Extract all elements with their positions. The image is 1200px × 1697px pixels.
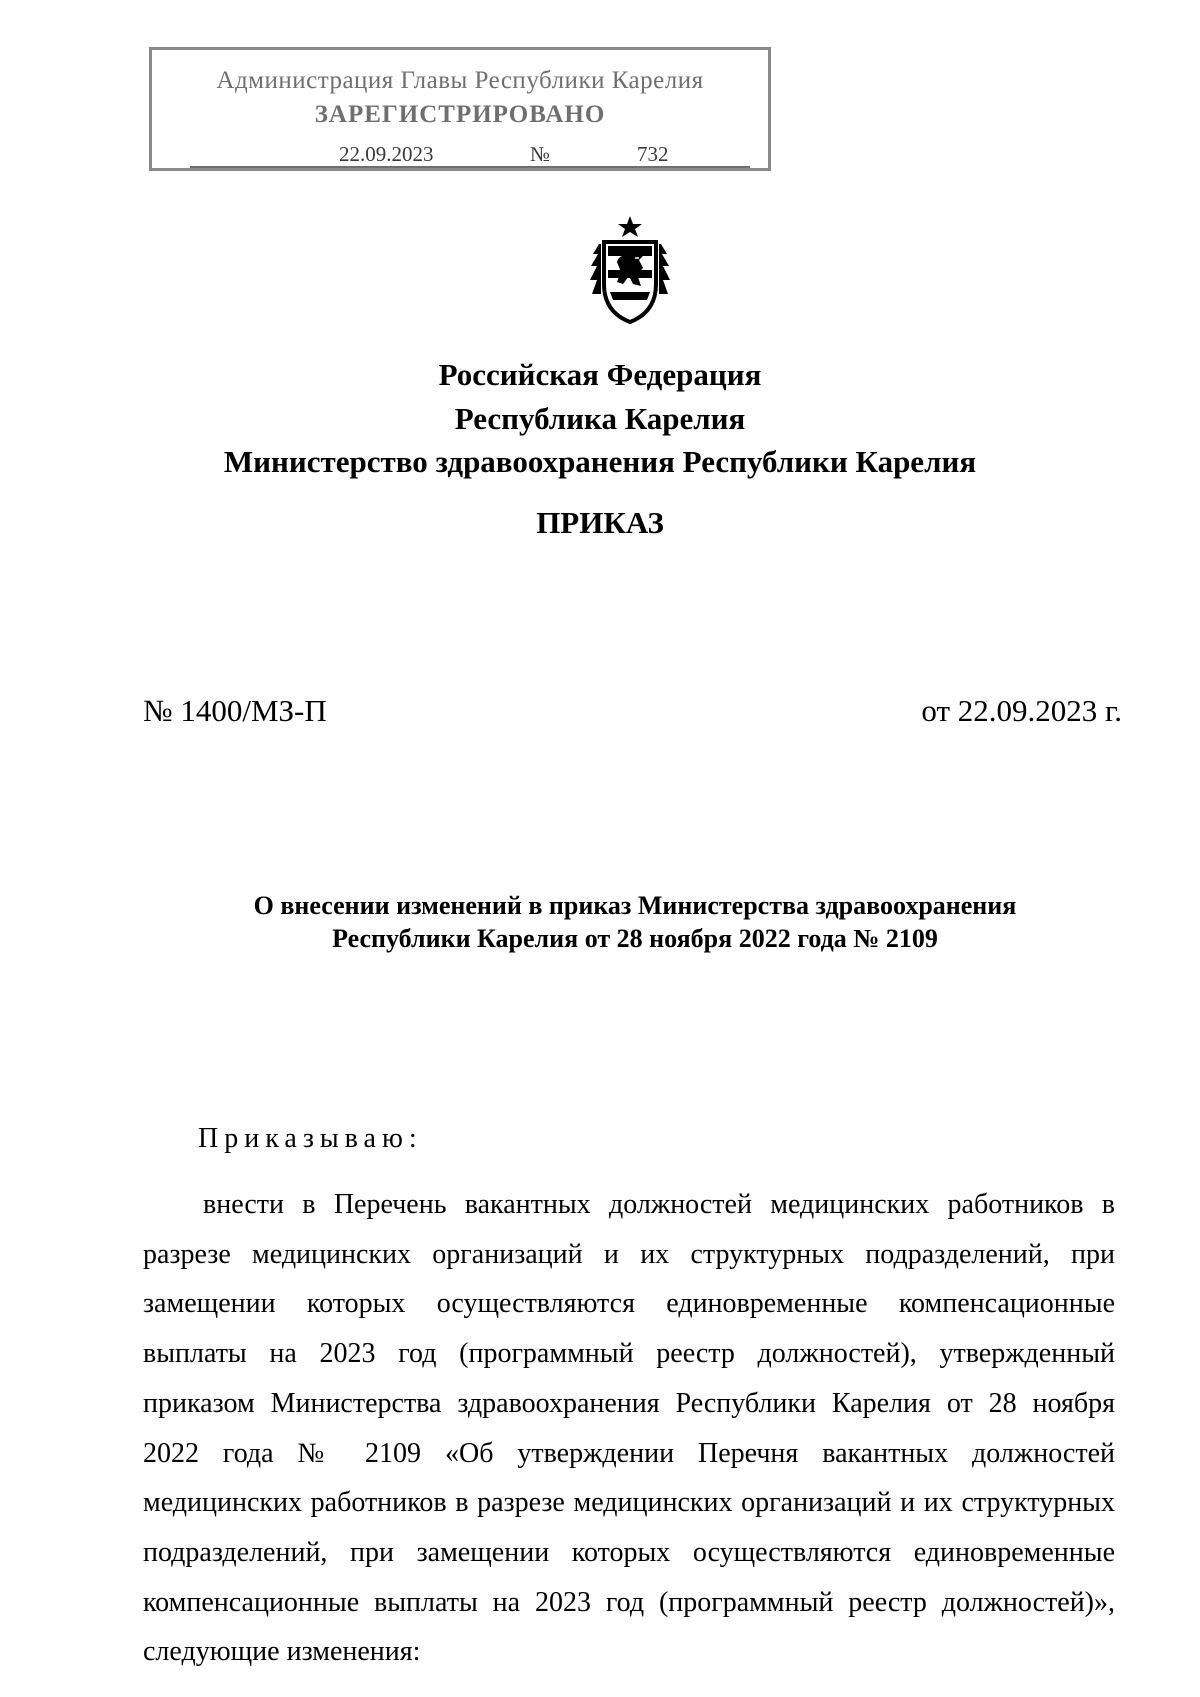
stamp-number: 732 (637, 142, 669, 166)
document-title (0, 889, 1200, 955)
document-type: ПРИКАЗ (536, 505, 664, 540)
registration-stamp (149, 47, 771, 171)
stamp-organization: Администрация Главы Республики Карелия (216, 67, 704, 94)
stamp-date: 22.09.2023 (339, 142, 434, 166)
title-line-2: Республики Карелия от 28 ноября 2022 года № 2109 (332, 924, 938, 953)
stamp-number-label: № (530, 142, 551, 166)
document-number: № 1400/МЗ-П (143, 693, 327, 728)
header-ministry: Министерство здравоохранения Республики Карелия (223, 444, 977, 479)
karelia-coat-of-arms-icon (587, 214, 673, 326)
header-country: Российская Федерация (438, 357, 762, 392)
title-line-1: О внесении изменений в приказ Министерства здравоохранения (253, 891, 1017, 920)
stamp-status: ЗАРЕГИСТРИРОВАНО (314, 101, 606, 128)
document-date: от 22.09.2023 г. (921, 693, 1122, 728)
header-republic: Республика Карелия (454, 401, 746, 436)
body-paragraph: внести в Перечень вакантных должностей медицинских работников в разрезе медицинских организаций и их структурных подразделений, при замещении которых осуществляются единовременные компенсационные выплаты на 2023 год (программный реестр должностей), утвержденный приказом Министерства здравоохранения Республики Карелия от 28 ноября 2022 года № 2109 «Об утверждении Перечня вакантных должностей медицинских работников в разрезе медицинских организаций и их структурных подразделений, при замещении которых осуществляются единовременные компенсационные выплаты на 2023 год (программный реестр должностей)», следующие изменения: (143, 1189, 1115, 1668)
command-word: Приказываю: (198, 1123, 423, 1154)
